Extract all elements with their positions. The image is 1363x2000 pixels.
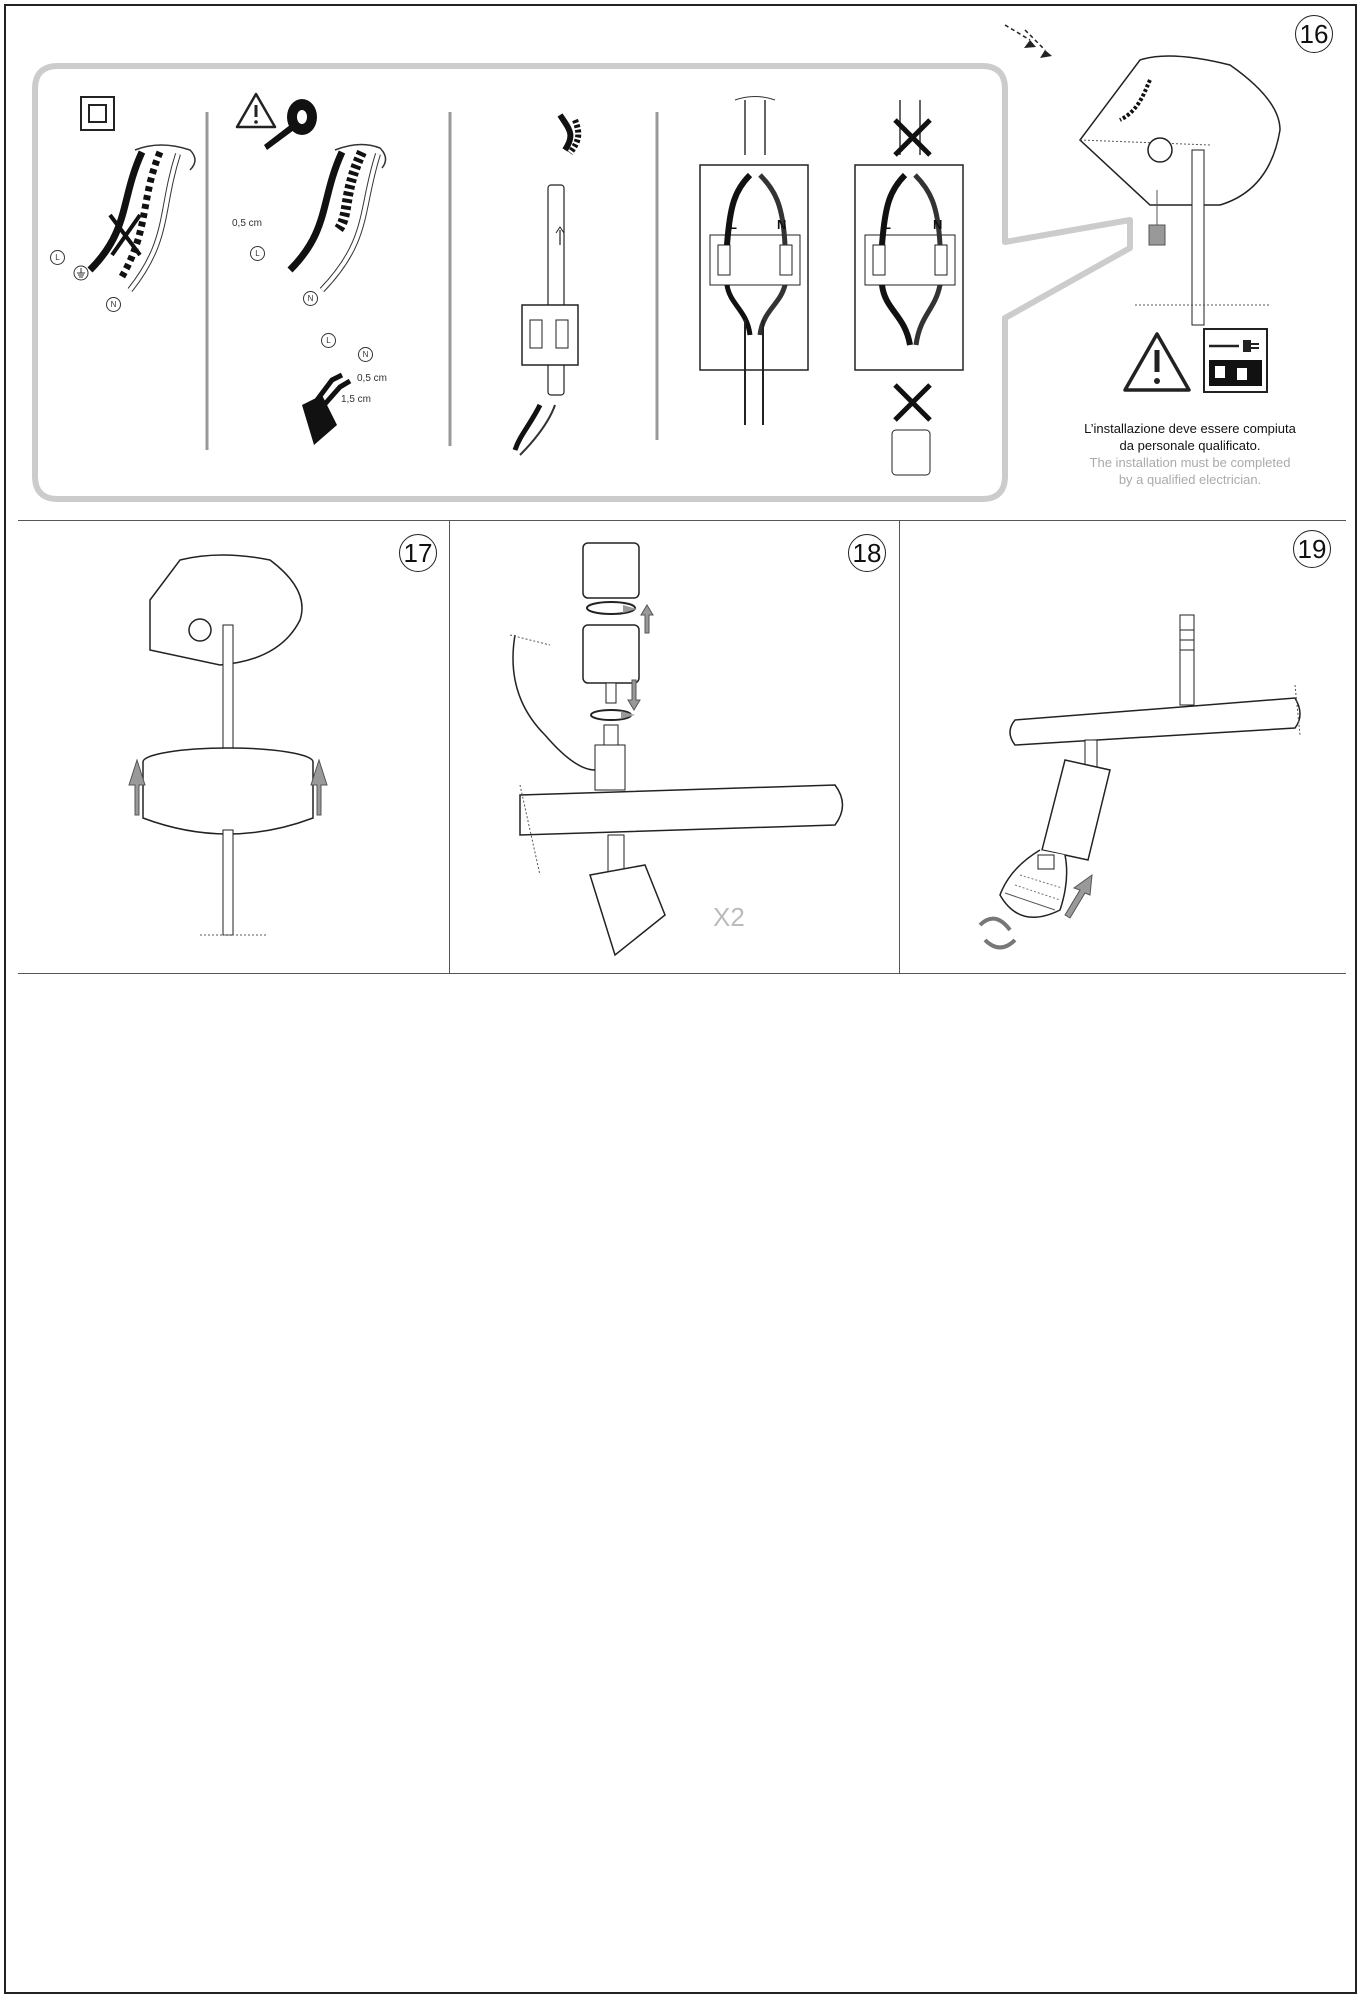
neutral-label-2: N (303, 291, 318, 306)
correct-wiring-illustration (695, 95, 815, 435)
disconnect-power-icon (1203, 328, 1269, 394)
live-label: L (50, 250, 65, 265)
ceiling-plate-illustration (1000, 20, 1300, 310)
strip-long-label: 1,5 cm (341, 394, 372, 405)
warning-large-icon (1121, 330, 1193, 394)
terminal-live-label: L (729, 217, 737, 232)
quantity-label: X2 (713, 902, 745, 932)
terminal-live-label-bad: L (883, 217, 891, 232)
canopy-raise-illustration (120, 550, 350, 940)
step-number-19: 19 (1293, 530, 1331, 568)
class-ii-icon (80, 96, 116, 132)
step-number-16: 16 (1295, 15, 1333, 53)
incorrect-wiring-illustration (850, 95, 970, 475)
column-separator-1 (449, 520, 450, 973)
live-label-2: L (250, 246, 265, 261)
bulb-insertion-illustration (960, 610, 1320, 960)
terminal-neutral-label-bad: N (933, 217, 943, 232)
strip-short-label: 0,5 cm (357, 373, 388, 384)
earth-icon (73, 265, 89, 281)
step-number-17: 17 (399, 534, 437, 572)
neutral-label: N (106, 297, 121, 312)
connector-insertion-illustration (500, 105, 620, 460)
step-number-18: 18 (848, 534, 886, 572)
live-label-3: L (321, 333, 336, 348)
notice-italian-line-1: L’installazione deve essere compiuta (1084, 421, 1296, 436)
spotlight-assembly-illustration (505, 535, 865, 965)
row-separator-bottom (18, 973, 1346, 974)
notice-english-line-1: The installation must be completed (1089, 455, 1291, 470)
column-separator-2 (899, 520, 900, 973)
strip-length-label: 0,5 cm (232, 218, 263, 229)
installation-notice (1060, 420, 1320, 488)
notice-italian-line-2: da personale qualificato. (1119, 438, 1261, 453)
notice-english-line-2: by a qualified electrician. (1118, 472, 1262, 487)
row-separator-top (18, 520, 1346, 521)
neutral-label-3: N (358, 347, 373, 362)
taped-wire-illustration (250, 140, 400, 300)
terminal-neutral-label: N (777, 217, 787, 232)
